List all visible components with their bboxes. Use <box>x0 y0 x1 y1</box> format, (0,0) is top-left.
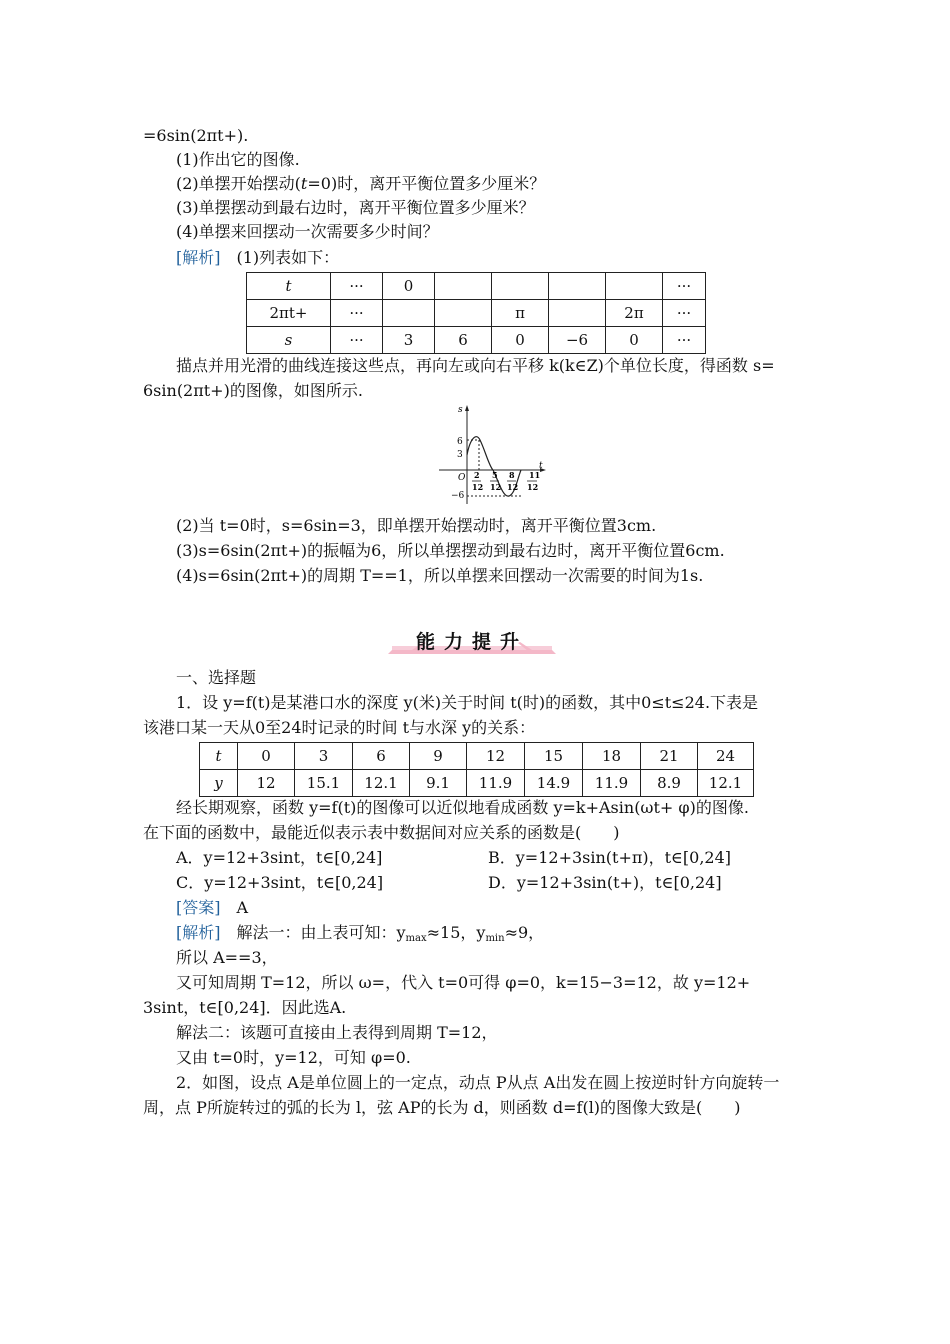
x-tick-num: 5 <box>492 470 498 480</box>
x-tick-den: 12 <box>490 482 502 492</box>
table-row <box>247 300 706 327</box>
x-tick-den: 12 <box>472 482 484 492</box>
solution-line-3: 又可知周期 T=12，所以 ω=，代入 t=0可得 φ=0，k=15−3=12，故 y=12+ <box>176 973 751 992</box>
section-banner <box>352 624 592 658</box>
table-cell: 14.9 <box>525 770 583 797</box>
table-cell: 3 <box>295 743 353 770</box>
table-cell: 12 <box>238 770 295 797</box>
observe-line-2: 在下面的函数中，最能近似表示表中数据间对应关系的函数是( ) <box>143 823 620 842</box>
table-cell <box>549 300 606 327</box>
option-d: D．y=12+3sin(t+)，t∈[0,24] <box>488 873 722 892</box>
table-cell: 6 <box>435 327 492 354</box>
table-cell: ··· <box>331 327 383 354</box>
table-cell <box>435 273 492 300</box>
answer-2: (2)当 t=0时，s=6sin=3，即单摆开始摆动时，离开平衡位置3cm. <box>176 516 657 535</box>
table-cell: t <box>200 743 238 770</box>
table-cell: 21 <box>641 743 698 770</box>
shift-text-line-2: 6sin(2πt+)的图像，如图所示. <box>143 381 363 400</box>
question-2: (2)单摆开始摆动(t=0)时，离开平衡位置多少厘米？ <box>176 174 546 193</box>
observe-line-1: 经长期观察，函数 y=f(t)的图像可以近似地看成函数 y=k+Asin(ωt+ φ)的图像. <box>176 798 749 817</box>
option-c: C．y=12+3sint，t∈[0,24] <box>176 873 384 892</box>
x-tick-num: 11 <box>529 470 541 480</box>
question-3: (3)单摆摆动到最右边时，离开平衡位置多少厘米？ <box>176 198 535 217</box>
table-cell: −6 <box>549 327 606 354</box>
table-cell: t <box>247 273 331 300</box>
x-axis-label: t <box>539 461 543 471</box>
table-cell: 18 <box>583 743 641 770</box>
table-cell: π <box>492 300 549 327</box>
table-cell: 2πt+ <box>247 300 331 327</box>
table-cell: ··· <box>663 327 706 354</box>
value-table <box>246 272 706 354</box>
table-cell: 0 <box>238 743 295 770</box>
table-row <box>247 273 706 300</box>
table-cell: 11.9 <box>467 770 525 797</box>
x-tick-den: 12 <box>527 482 539 492</box>
table-cell: ··· <box>331 273 383 300</box>
analysis-1: [解析] (1)列表如下： <box>176 248 340 267</box>
section-title: 一、选择题 <box>176 668 257 687</box>
x-tick-num: 8 <box>509 470 515 480</box>
analysis-tag: [解析] <box>176 248 221 267</box>
solution-line-4: 3sint，t∈[0,24]．因此选A. <box>143 998 347 1017</box>
table-cell: 2π <box>606 300 663 327</box>
table-cell <box>383 300 435 327</box>
origin-label: O <box>458 473 466 483</box>
table-cell: 0 <box>383 273 435 300</box>
y-axis-arrow-icon <box>465 405 469 411</box>
table-cell: 0 <box>492 327 549 354</box>
problem-1-line-1: 1．设 y=f(t)是某港口水的深度 y(米)关于时间 t(时)的函数，其中0≤t≤24.下表是 <box>176 693 759 712</box>
table-cell: 12.1 <box>353 770 410 797</box>
option-b: B．y=12+3sin(t+π)，t∈[0,24] <box>488 848 732 867</box>
problem-2-line-2: 周，点 P所旋转过的弧的长为 l，弦 AP的长为 d，则函数 d=f(l)的图像大致是( ) <box>143 1098 741 1117</box>
table-row <box>247 327 706 354</box>
question-1: (1)作出它的图像. <box>176 150 300 169</box>
question-4: (4)单摆来回摆动一次需要多少时间？ <box>176 222 439 241</box>
answer-line <box>176 897 248 919</box>
solution-line-1: [解析] 解法一：由上表可知：$y_{max}\approx 15$，$y_{min}\approx 9$， <box>176 923 545 944</box>
table-row <box>200 770 754 797</box>
answer-value: A <box>236 898 249 917</box>
table-cell: 6 <box>353 743 410 770</box>
x-tick-num: 2 <box>474 470 480 480</box>
table-cell: ··· <box>331 300 383 327</box>
answer-tag: [答案] <box>176 898 221 917</box>
problem-2-line-1: 2．如图，设点 A是单位圆上的一定点，动点 P从点 A出发在圆上按逆时针方向旋转一 <box>176 1073 780 1092</box>
problem-1-line-2: 该港口某一天从0至24时记录的时间 t与水深 y的关系： <box>143 718 536 737</box>
table-cell: 24 <box>698 743 754 770</box>
table-cell: 15.1 <box>295 770 353 797</box>
table-cell: s <box>247 327 331 354</box>
option-a: A．y=12+3sint，t∈[0,24] <box>176 848 383 867</box>
table-cell: 3 <box>383 327 435 354</box>
table-row <box>200 743 754 770</box>
table-cell: 12.1 <box>698 770 754 797</box>
table-cell <box>435 300 492 327</box>
banner-title: 能力提升 <box>415 631 528 653</box>
table-cell <box>606 273 663 300</box>
y-tick-label: −6 <box>451 491 465 501</box>
answer-4: (4)s=6sin(2πt+)的周期 T==1，所以单摆来回摆动一次需要的时间为1s. <box>176 566 704 585</box>
table-cell: 9.1 <box>410 770 467 797</box>
solution-line-6: 又由 t=0时，y=12，可知 φ=0. <box>176 1048 411 1067</box>
table-cell <box>549 273 606 300</box>
solution-tag: [解析] <box>176 923 221 942</box>
table-cell: 12 <box>467 743 525 770</box>
sine-graph <box>425 402 555 506</box>
solution-line-5: 解法二：该题可直接由上表得到周期 T=12， <box>176 1023 498 1042</box>
formula-tail: =6sin(2πt+). <box>143 126 249 145</box>
solution-line-2: 所以 A==3， <box>176 948 278 967</box>
x-tick-den: 12 <box>507 482 519 492</box>
table-cell <box>492 273 549 300</box>
table-cell: 0 <box>606 327 663 354</box>
shift-text-line-1: 描点并用光滑的曲线连接这些点，再向左或向右平移 k(k∈Z)个单位长度，得函数 s= <box>176 356 775 375</box>
table-cell: ··· <box>663 273 706 300</box>
table-cell: y <box>200 770 238 797</box>
table-cell: 11.9 <box>583 770 641 797</box>
table-cell: 9 <box>410 743 467 770</box>
y-axis-label: s <box>458 405 463 415</box>
answer-3: (3)s=6sin(2πt+)的振幅为6，所以单摆摆动到最右边时，离开平衡位置6cm. <box>176 541 725 560</box>
depth-table <box>199 742 754 797</box>
table-cell: 8.9 <box>641 770 698 797</box>
y-tick-label: 6 <box>457 437 463 447</box>
table-cell: ··· <box>663 300 706 327</box>
table-cell: 15 <box>525 743 583 770</box>
y-tick-label: 3 <box>457 450 463 460</box>
